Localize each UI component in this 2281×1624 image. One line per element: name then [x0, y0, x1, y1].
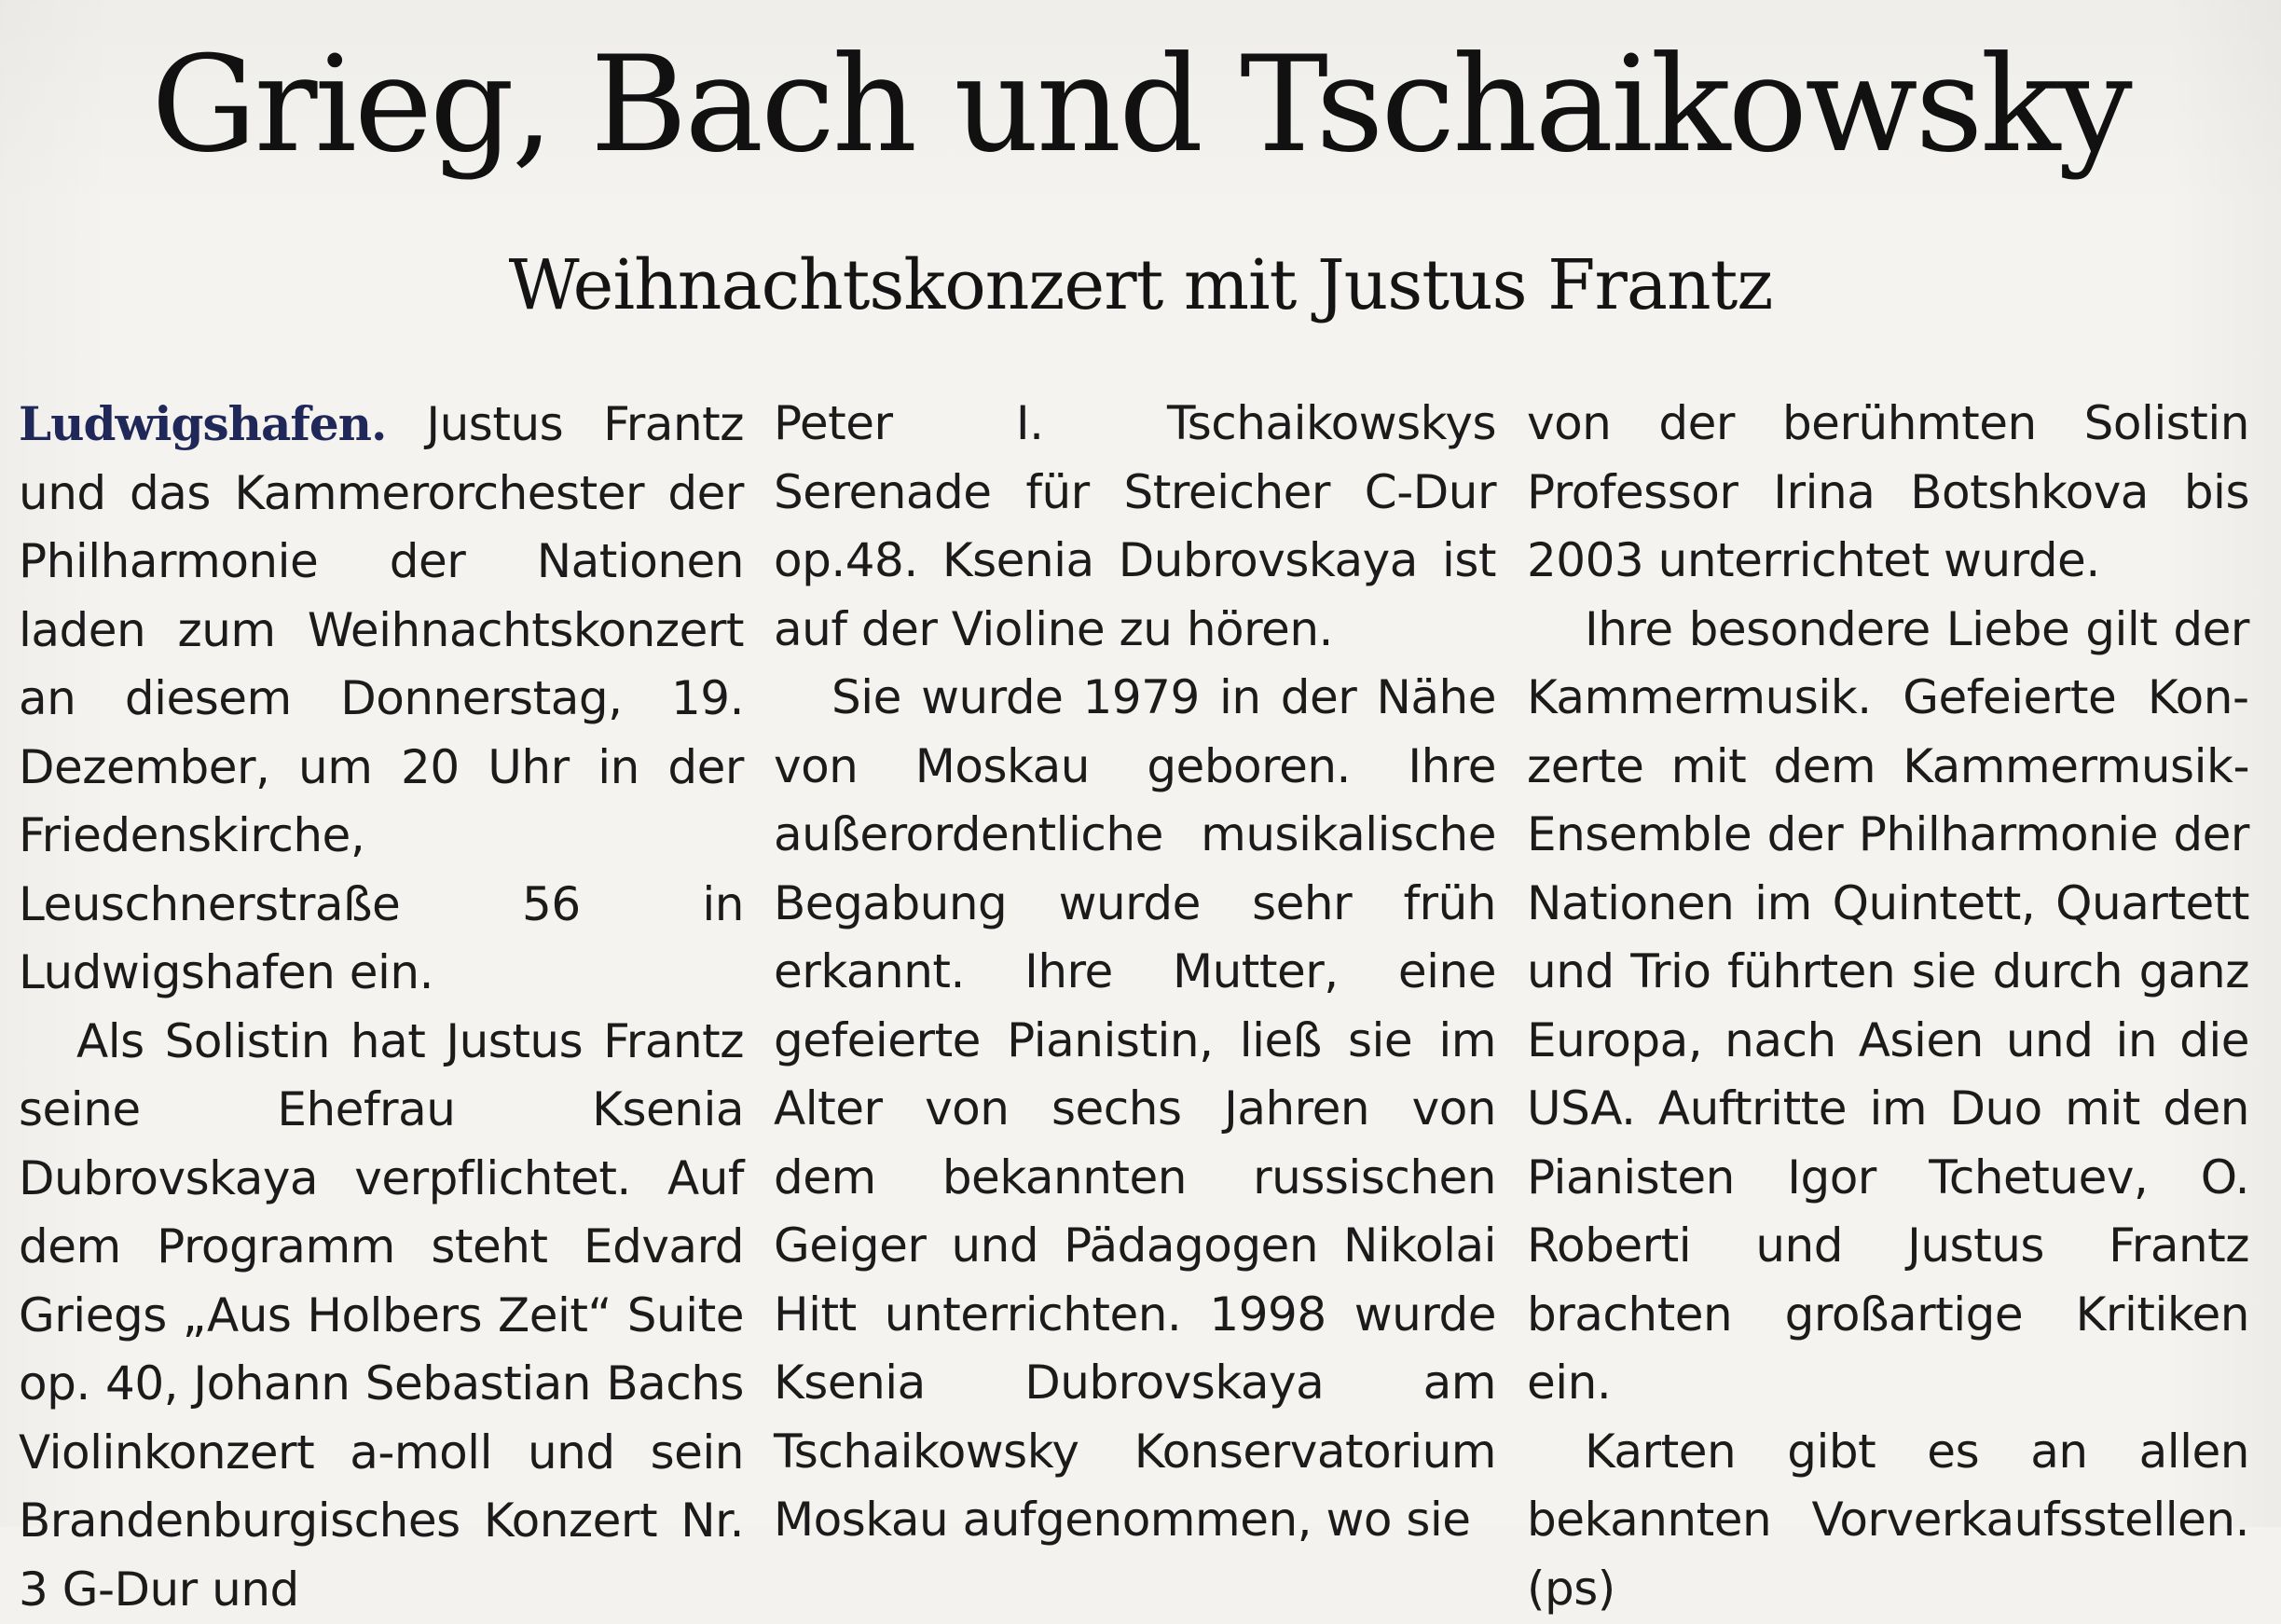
- paragraph-4: Sie wurde 1979 in der Nähe von Moskau geboren. Ihre außerordentliche musikalische Begabung wurde sehr früh erkannt. Ihre Mutter, eine gefeierte Pianistin, ließ sie im Alter von sechs Jahren von dem bekannten russischen Geiger und Pädagogen Nikolai Hitt unterrichten. 1998 wurde Ksenia Dubrovskaya am Tschaikowsky Konservatorium Moskau aufgenommen, wo sie: [774, 664, 1496, 1555]
- article-column-3: [1527, 390, 2249, 1471]
- paragraph-3: Peter I. Tschaikowskys Serenade für Streicher C-Dur op.48. Ksenia Dubrovskaya ist auf der Violine zu hören.: [774, 390, 1496, 664]
- article-column-2: [774, 390, 1496, 1471]
- headline: Grieg, Bach und Tschaikowsky: [0, 26, 2281, 185]
- paragraph-1: [19, 390, 744, 1008]
- paragraph-5: von der berühmten Solistin Professor Irina Botshkova bis 2003 unterrichtet wurde.: [1527, 390, 2249, 596]
- paragraph-6: Ihre besondere Liebe gilt der Kammermusik. Gefeierte Konzerte mit dem Kammermusik-Ensemble der Philharmonie der Nationen im Quintett, Quartett und Trio führten sie durch ganz Europa, nach Asien und in die USA. Auftritte im Duo mit den Pianisten Igor Tchetuev, O. Roberti und Justus Frantz brachten großartige Kritiken ein.: [1527, 596, 2249, 1418]
- paragraph-2: Als Solistin hat Justus Frantz seine Ehefrau Ksenia Dubrovskaya verpflichtet. Auf dem Programm steht Edvard Griegs „Aus Holbers Zeit“ Suite op. 40, Johann Sebastian Bachs Violinkonzert a-moll und sein Brandenburgisches Konzert Nr. 3 G-Dur und: [19, 1008, 744, 1624]
- subheadline: Weihnachtskonzert mit Justus Frantz: [0, 241, 2281, 330]
- paragraph-7: Karten gibt es an allen bekannten Vorverkaufsstellen. (ps): [1527, 1418, 2249, 1624]
- paragraph-1-text: Justus Frantz und das Kammerorchester der Philharmonie der Nationen laden zum Weihnachtskonzert an diesem Donnerstag, 19. Dezember, um 20 Uhr in der Friedenskirche, Leuschnerstraße 56 in Ludwigshafen ein.: [19, 397, 744, 999]
- dateline: Ludwigshafen.: [19, 396, 386, 451]
- article-column-1: [19, 390, 744, 1471]
